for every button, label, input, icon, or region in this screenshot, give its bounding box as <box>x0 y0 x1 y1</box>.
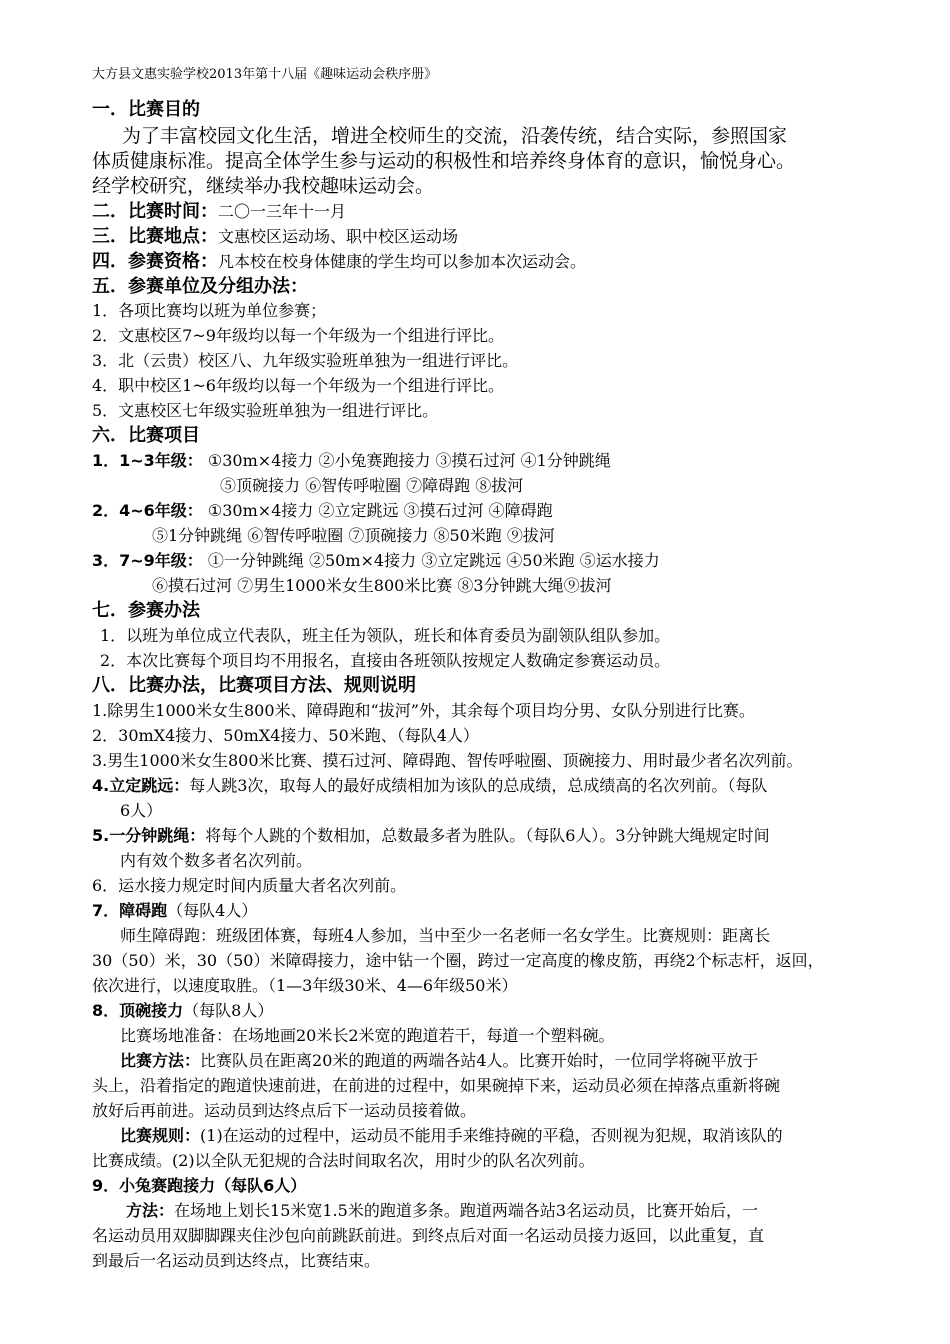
rule-9-method-text: 在场地上划长15米宽1.5米的跑道多条。跑道两端各站3名运动员，比赛开始后，一 <box>174 1201 759 1220</box>
rule-4-text: 每人跳3次，取每人的最好成绩相加为该队的总成绩，总成绩高的名次列前。（每队 <box>189 776 768 795</box>
grade-1-3-events-b: ⑤顶碗接力 ⑥智传呼啦圈 ⑦障碍跑 ⑧拔河 <box>220 476 524 495</box>
grade-1-3-label: 1．1~3年级： <box>92 451 203 470</box>
rule-9-title: 9．小兔赛跑接力（每队6人） <box>92 1176 307 1195</box>
rule-8 <box>92 1000 273 1022</box>
section-3-value: 文惠校区运动场、职中校区运动场 <box>218 227 459 246</box>
section-6-title: 六．比赛项目 <box>92 425 200 446</box>
rule-6: 6．运水接力规定时间内质量大者名次列前。 <box>92 876 407 895</box>
rule-9-method-line-1 <box>126 1200 758 1222</box>
section-5-item: 4．职中校区1~6年级均以每一个年级为一个组进行评比。 <box>92 376 504 395</box>
rule-7-para-line-2: 30（50）米，30（50）米障碍接力，途中钻一个圈，跨过一定高度的橡皮筋，再绕2个标志杆，返回， <box>92 951 824 970</box>
rule-8-venue: 比赛场地准备：在场地画20米长2米宽的跑道若干，每道一个塑料碗。 <box>120 1026 615 1045</box>
section-5-title: 五．参赛单位及分组办法： <box>92 276 308 297</box>
rule-8-label: 8．顶碗接力 <box>92 1001 184 1020</box>
grade-7-9-events-a: ①一分钟跳绳 ②50m×4接力 ③立定跳远 ④50米跑 ⑤运水接力 <box>207 551 660 570</box>
section-1-title: 一．比赛目的 <box>92 99 200 120</box>
rule-7-label: 7．障碍跑 <box>92 901 168 920</box>
section-5-item: 3．北（云贵）校区八、九年级实验班单独为一组进行评比。 <box>92 351 519 370</box>
rule-7 <box>92 900 257 922</box>
rule-8-method-line-3: 放好后再前进。运动员到达终点后下一运动员接着做。 <box>92 1101 477 1120</box>
section-5-item: 2．文惠校区7~9年级均以每一个年级为一个组进行评比。 <box>92 326 504 345</box>
section-3 <box>92 225 458 249</box>
section-5-item: 5．文惠校区七年级实验班单独为一组进行评比。 <box>92 401 439 420</box>
section-7-item: 2．本次比赛每个项目均不用报名，直接由各班领队按规定人数确定参赛运动员。 <box>100 651 671 670</box>
rule-8-rules-line-1 <box>120 1125 783 1147</box>
section-1-para-line-2: 体质健康标准。提高全体学生参与运动的积极性和培养终身体育的意识，愉悦身心。 <box>92 150 796 172</box>
section-2-title: 二．比赛时间： <box>92 201 218 222</box>
section-7-item: 1．以班为单位成立代表队，班主任为领队，班长和体育委员为副领队组队参加。 <box>100 626 671 645</box>
rule-4 <box>92 775 767 797</box>
section-8-title: 八．比赛办法，比赛项目方法、规则说明 <box>92 675 416 696</box>
grade-4-6-label: 2．4~6年级： <box>92 501 203 520</box>
rule-2: 2．30mX4接力、50mX4接力、50米跑、（每队4人） <box>92 726 479 745</box>
rule-9-method-label: 方法： <box>126 1201 175 1220</box>
section-4-value: 凡本校在校身体健康的学生均可以参加本次运动会。 <box>218 252 587 271</box>
rule-3: 3.男生1000米女生800米比赛、摸石过河、障碍跑、智传呼啦圈、顶碗接力、用时最少者名次列前。 <box>92 751 803 770</box>
section-7-title: 七．参赛办法 <box>92 600 200 621</box>
rule-5-label: 5.一分钟跳绳： <box>92 826 206 845</box>
rule-8-rules-label: 比赛规则： <box>120 1126 201 1145</box>
rule-9-method-line-3: 到最后一名运动员到达终点，比赛结束。 <box>92 1251 381 1270</box>
grade-4-6-events-b: ⑤1分钟跳绳 ⑥智传呼啦圈 ⑦顶碗接力 ⑧50米跑 ⑨拔河 <box>152 526 555 545</box>
grade-4-6-line-1 <box>92 500 553 522</box>
rule-7-para-line-1: 师生障碍跑：班级团体赛，每班4人参加，当中至少一名老师一名女学生。比赛规则：距离长 <box>120 926 771 945</box>
grade-4-6-events-a: ①30m×4接力 ②立定跳远 ③摸石过河 ④障碍跑 <box>207 501 553 520</box>
section-4-title: 四．参赛资格： <box>92 251 218 272</box>
rule-8-rules-text: (1)在运动的过程中，运动员不能用手来维持碗的平稳，否则视为犯规，取消该队的 <box>200 1126 783 1145</box>
grade-7-9-events-b: ⑥摸石过河 ⑦男生1000米女生800米比赛 ⑧3分钟跳大绳⑨拔河 <box>152 576 612 595</box>
page-header: 大方县文惠实验学校2013年第十八届《趣味运动会秩序册》 <box>92 67 438 82</box>
section-2-value: 二〇一三年十一月 <box>218 202 347 221</box>
grade-7-9-label: 3．7~9年级： <box>92 551 203 570</box>
rule-7-note: （每队4人） <box>167 901 258 920</box>
rule-8-method-label: 比赛方法： <box>120 1051 201 1070</box>
section-3-title: 三．比赛地点： <box>92 226 218 247</box>
rule-8-rules-line-2: 比赛成绩。(2)以全队无犯规的合法时间取名次，用时少的队名次列前。 <box>92 1151 595 1170</box>
grade-1-3-line-1 <box>92 450 611 472</box>
rule-7-para-line-3: 依次进行，以速度取胜。（1—3年级30米、4—6年级50米） <box>92 976 518 995</box>
section-1-para-line-3: 经学校研究，继续举办我校趣味运动会。 <box>92 175 435 197</box>
rule-5-continued: 内有效个数多者名次列前。 <box>120 851 313 870</box>
rule-5 <box>92 825 770 847</box>
grade-7-9-line-1 <box>92 550 660 572</box>
rule-8-note: （每队8人） <box>183 1001 274 1020</box>
rule-4-label: 4.立定跳远： <box>92 776 190 795</box>
section-1-para-line-1: 为了丰富校园文化生活，增进全校师生的交流，沿袭传统，结合实际，参照国家 <box>122 125 788 147</box>
rule-8-method-line-2: 头上，沿着指定的跑道快速前进，在前进的过程中，如果碗掉下来，运动员必须在掉落点重新将碗 <box>92 1076 781 1095</box>
rule-5-text: 将每个人跳的个数相加，总数最多者为胜队。（每队6人）。3分钟跳大绳规定时间 <box>205 826 770 845</box>
rule-8-method-line-1 <box>120 1050 759 1072</box>
section-2 <box>92 200 346 224</box>
section-4 <box>92 250 586 274</box>
rule-1: 1.除男生1000米女生800米、障碍跑和“拔河”外，其余每个项目均分男、女队分别进行比赛。 <box>92 701 755 720</box>
section-5-item: 1．各项比赛均以班为单位参赛； <box>92 301 327 320</box>
rule-9-method-line-2: 名运动员用双脚脚踝夹住沙包向前跳跃前进。到终点后对面一名运动员接力返回，以此重复，直 <box>92 1226 765 1245</box>
rule-8-method-text: 比赛队员在距离20米的跑道的两端各站4人。比赛开始时，一位同学将碗平放于 <box>200 1051 759 1070</box>
rule-4-continued: 6人） <box>120 801 163 820</box>
grade-1-3-events-a: ①30m×4接力 ②小兔赛跑接力 ③摸石过河 ④1分钟跳绳 <box>207 451 611 470</box>
